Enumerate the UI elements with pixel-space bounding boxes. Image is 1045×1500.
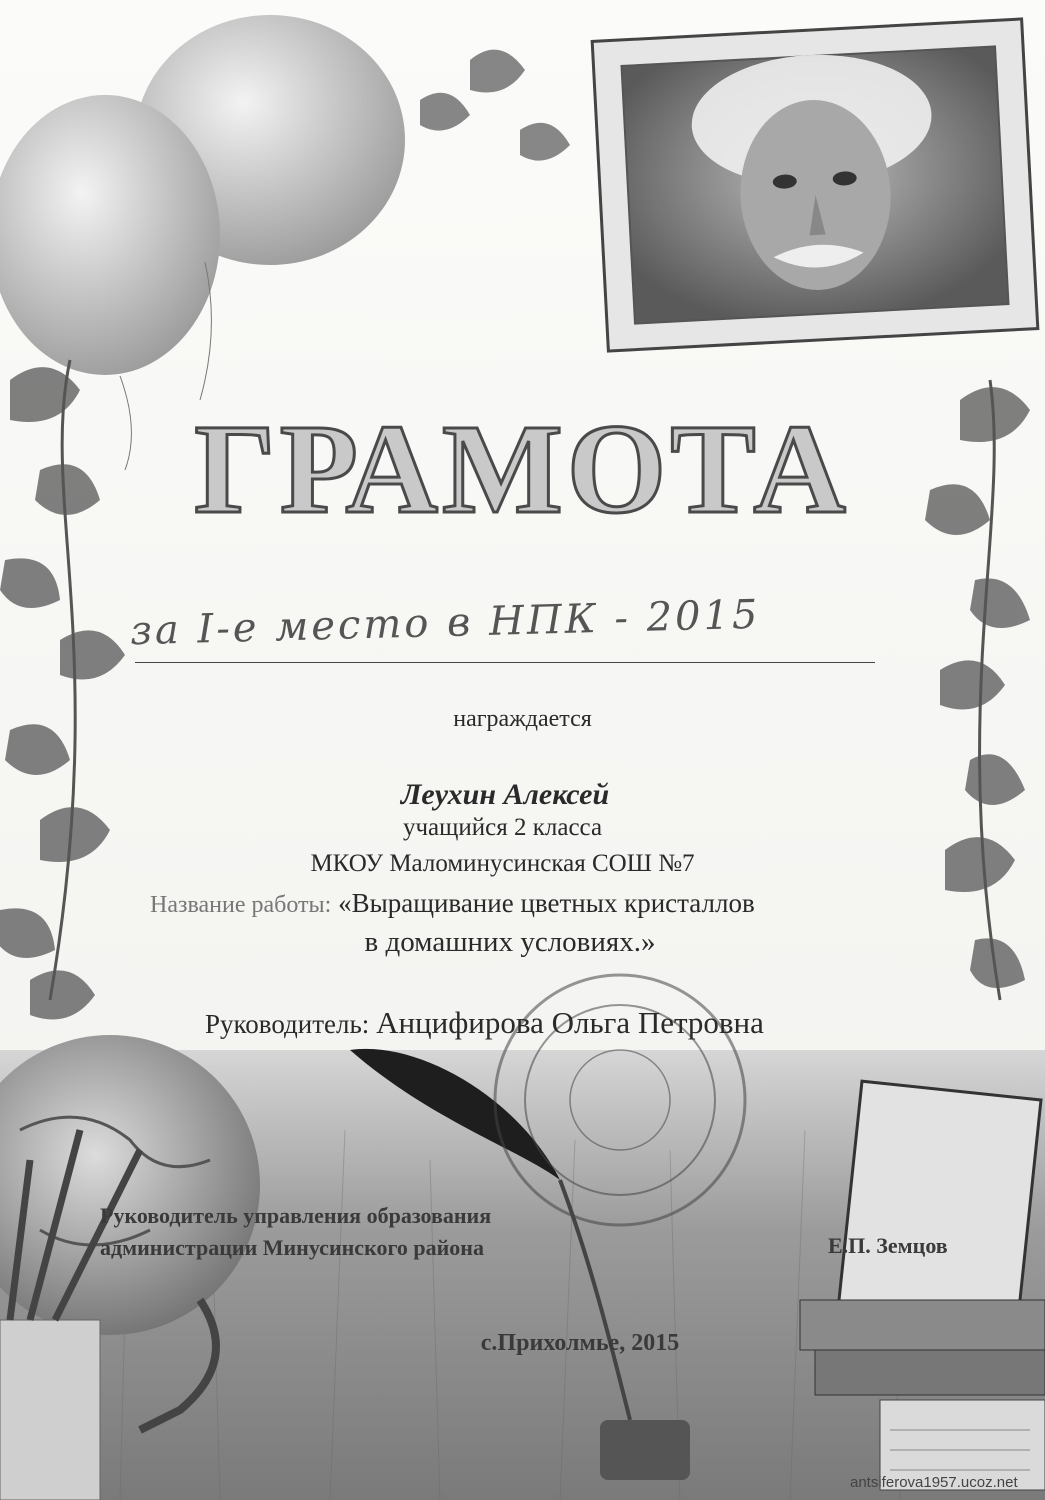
place-and-year: с.Прихолмье, 2015 bbox=[480, 1330, 680, 1356]
school-name: МКОУ Маломинусинская СОШ №7 bbox=[310, 850, 695, 877]
title-text: ГРАМОТА bbox=[194, 398, 850, 540]
official-title bbox=[100, 1200, 491, 1264]
work-title-line2: в домашних условиях.» bbox=[364, 926, 656, 958]
supervisor-label: Руководитель: bbox=[205, 1009, 370, 1039]
handwriting-underline bbox=[135, 662, 875, 663]
portrait-frame bbox=[592, 19, 1038, 351]
certificate-title bbox=[194, 398, 850, 540]
supervisor-block bbox=[205, 1005, 764, 1041]
recipient-name: Леухин Алексей bbox=[400, 778, 610, 811]
official-line1: Руководитель управления образования bbox=[100, 1203, 492, 1228]
grade-line: учащийся 2 класса bbox=[402, 814, 603, 841]
work-label: Название работы: bbox=[150, 892, 332, 918]
right-vine-leaves bbox=[925, 387, 1030, 988]
handwritten-reason: за I-е место в НПК - 2015 bbox=[129, 591, 762, 655]
official-line2: администрации Минусинского района bbox=[100, 1235, 484, 1260]
work-title-line1: «Выращивание цветных кристаллов bbox=[338, 888, 755, 918]
signer-name: Е.П. Земцов bbox=[828, 1233, 948, 1258]
top-vine-leaves bbox=[420, 50, 570, 161]
supervisor-name: Анцифирова Ольга Петровна bbox=[376, 1005, 764, 1040]
awarded-label: награждается bbox=[453, 706, 592, 732]
work-title-block bbox=[150, 888, 755, 919]
site-watermark: antsiferova1957.ucoz.net bbox=[850, 1474, 1018, 1491]
